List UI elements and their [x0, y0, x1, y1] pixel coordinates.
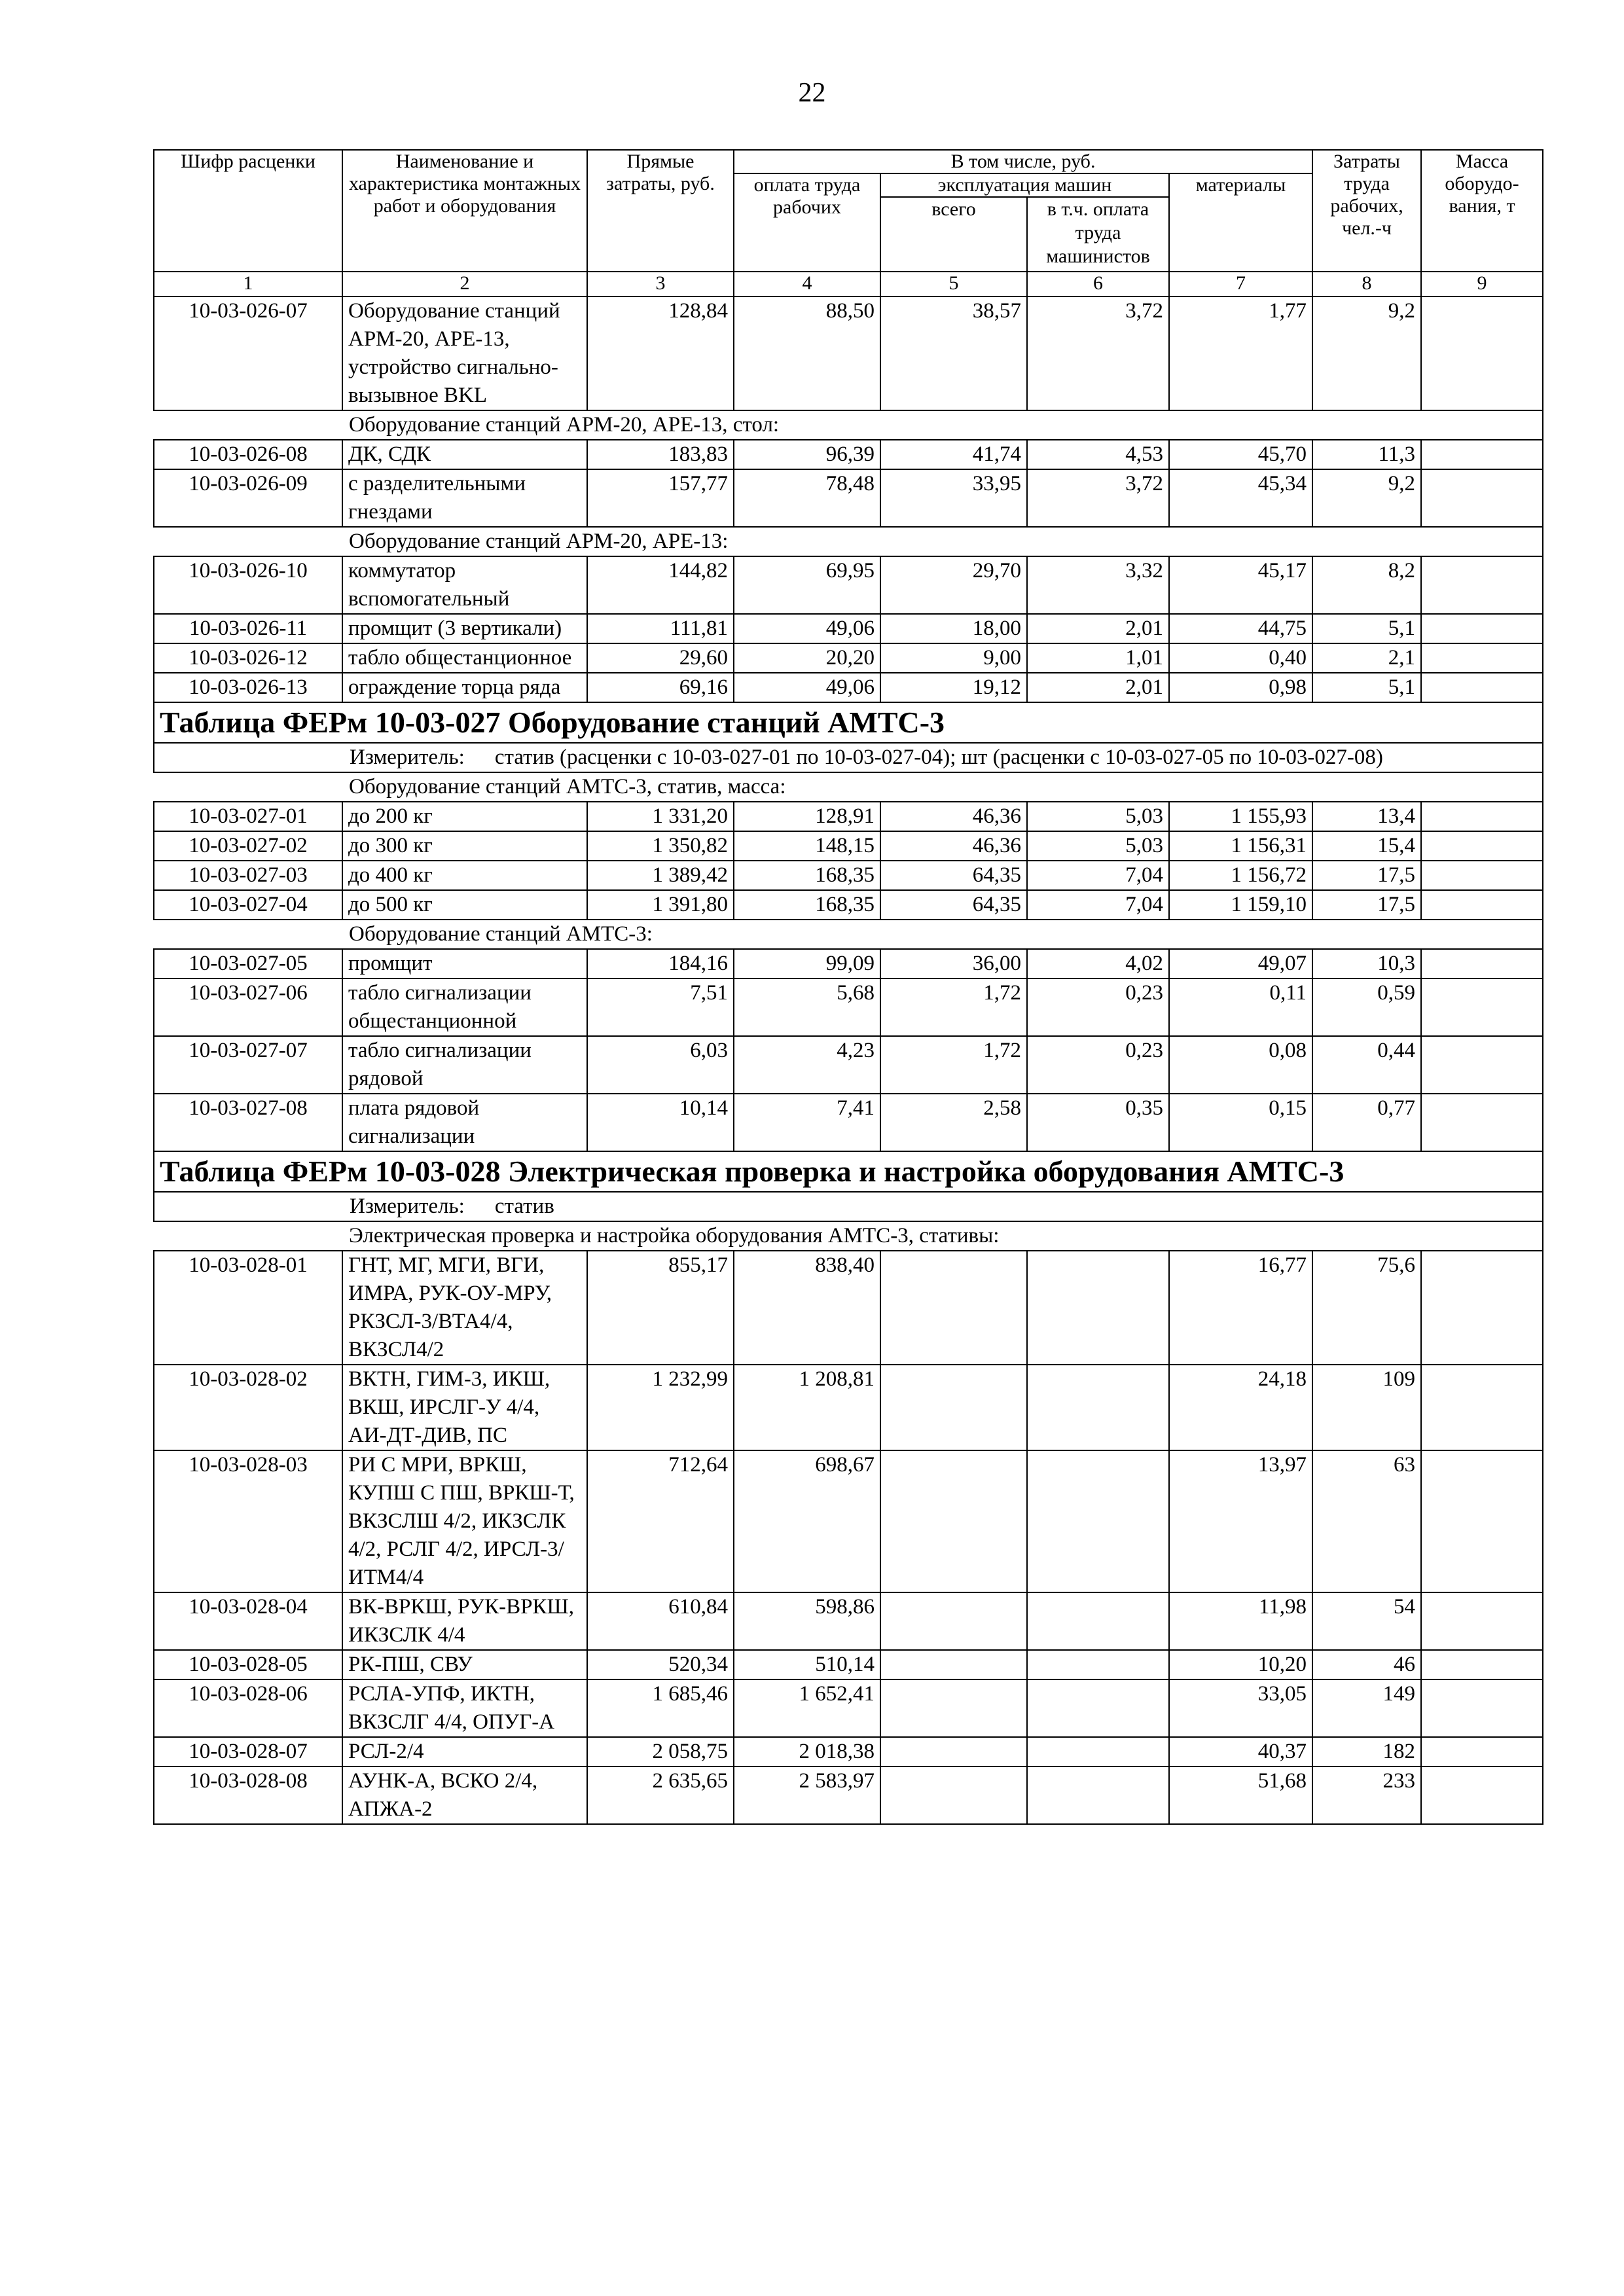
col-number: 8 — [1312, 272, 1421, 296]
rate-value: 1 652,41 — [734, 1679, 880, 1737]
group-row — [154, 410, 1543, 440]
rate-value — [1421, 1650, 1543, 1679]
table-row — [154, 949, 1543, 978]
table-row — [154, 978, 1543, 1036]
rate-value: 157,77 — [587, 469, 734, 527]
rate-value — [1027, 1251, 1169, 1365]
rate-value: 168,35 — [734, 861, 880, 890]
rate-value — [880, 1679, 1027, 1737]
rate-value — [880, 1592, 1027, 1650]
table-title: Оборудование станций АМТС-3 — [507, 706, 945, 739]
rate-value — [1421, 673, 1543, 702]
rate-value: 7,04 — [1027, 890, 1169, 920]
rate-name: РСЛА-УПФ, ИКТН, ВКЗСЛГ 4/4, ОПУГ-А — [342, 1679, 587, 1737]
rate-value — [1027, 1450, 1169, 1592]
measure-label: Измеритель: — [350, 1194, 465, 1218]
rate-value — [1421, 890, 1543, 920]
rate-value: 88,50 — [734, 296, 880, 410]
rate-code: 10-03-027-03 — [154, 861, 342, 890]
rate-code: 10-03-026-11 — [154, 614, 342, 643]
rate-value: 855,17 — [587, 1251, 734, 1365]
table-row — [154, 890, 1543, 920]
rate-value: 2,01 — [1027, 614, 1169, 643]
rate-name: РСЛ-2/4 — [342, 1737, 587, 1767]
rate-name: Оборудование станций АРМ-20, АРЕ-13, устройство сигнально-вызывное BKL — [342, 296, 587, 410]
rate-value: 1 350,82 — [587, 831, 734, 861]
table-title: Электрическая проверка и настройка оборудования АМТС-3 — [507, 1155, 1344, 1188]
header-name: Наименование и характеристика монтажных работ и оборудования — [342, 150, 587, 272]
table-row — [154, 643, 1543, 673]
rate-value: 10,3 — [1312, 949, 1421, 978]
rate-value: 75,6 — [1312, 1251, 1421, 1365]
rate-value — [880, 1650, 1027, 1679]
table-row — [154, 469, 1543, 527]
rate-value: 54 — [1312, 1592, 1421, 1650]
group-row — [154, 527, 1543, 556]
rate-value: 520,34 — [587, 1650, 734, 1679]
rate-code: 10-03-028-01 — [154, 1251, 342, 1365]
rate-value: 51,68 — [1169, 1767, 1312, 1824]
table-row — [154, 1094, 1543, 1151]
rate-value: 0,35 — [1027, 1094, 1169, 1151]
rate-value: 9,2 — [1312, 296, 1421, 410]
rate-value: 19,12 — [880, 673, 1027, 702]
rate-value — [1421, 1592, 1543, 1650]
rate-value — [1027, 1365, 1169, 1450]
rate-value — [1421, 1251, 1543, 1365]
rate-value: 17,5 — [1312, 861, 1421, 890]
header-labor-pay: оплата труда рабочих — [734, 173, 880, 272]
header-machine-total: всего — [880, 197, 1027, 272]
rate-value — [1421, 643, 1543, 673]
rate-value: 24,18 — [1169, 1365, 1312, 1450]
rate-value: 33,95 — [880, 469, 1027, 527]
rate-value: 233 — [1312, 1767, 1421, 1824]
col-number: 9 — [1421, 272, 1543, 296]
rate-value: 0,23 — [1027, 1036, 1169, 1094]
group-title: Оборудование станций АМТС-3, статив, масса: — [154, 772, 1543, 802]
rate-value — [880, 1737, 1027, 1767]
rate-value: 11,98 — [1169, 1592, 1312, 1650]
rate-value: 2 018,38 — [734, 1737, 880, 1767]
rate-value: 69,16 — [587, 673, 734, 702]
rate-name: до 300 кг — [342, 831, 587, 861]
rate-value: 63 — [1312, 1450, 1421, 1592]
rate-value: 5,1 — [1312, 673, 1421, 702]
table-row — [154, 673, 1543, 702]
rate-value — [880, 1251, 1027, 1365]
rate-value — [1421, 440, 1543, 469]
rate-value: 1 208,81 — [734, 1365, 880, 1450]
rate-value: 5,68 — [734, 978, 880, 1036]
rate-value: 13,97 — [1169, 1450, 1312, 1592]
rate-name: плата рядовой сигнализации — [342, 1094, 587, 1151]
rate-name: ВК-ВРКШ, РУК-ВРКШ, ИКЗСЛК 4/4 — [342, 1592, 587, 1650]
rate-name: АУНК-А, ВСКО 2/4, АПЖА-2 — [342, 1767, 587, 1824]
table-row — [154, 296, 1543, 410]
group-title: Электрическая проверка и настройка оборудования АМТС-3, стативы: — [154, 1221, 1543, 1251]
rate-value — [1421, 861, 1543, 890]
rate-name: ДК, СДК — [342, 440, 587, 469]
rate-value: 9,00 — [880, 643, 1027, 673]
header-machinist-pay: в т.ч. оплата труда машинистов — [1027, 197, 1169, 272]
table-row — [154, 614, 1543, 643]
rate-value: 5,1 — [1312, 614, 1421, 643]
rate-value: 184,16 — [587, 949, 734, 978]
table-row — [154, 1036, 1543, 1094]
rate-value: 17,5 — [1312, 890, 1421, 920]
rate-code: 10-03-027-02 — [154, 831, 342, 861]
rate-value: 29,70 — [880, 556, 1027, 614]
rate-code: 10-03-028-06 — [154, 1679, 342, 1737]
rate-value: 598,86 — [734, 1592, 880, 1650]
rate-name: табло общестанционное — [342, 643, 587, 673]
rate-value: 7,51 — [587, 978, 734, 1036]
rate-value: 1 389,42 — [587, 861, 734, 890]
rate-value: 46 — [1312, 1650, 1421, 1679]
rate-value — [1421, 556, 1543, 614]
rate-value: 1 155,93 — [1169, 802, 1312, 831]
rate-value: 1 685,46 — [587, 1679, 734, 1737]
rate-value — [1027, 1650, 1169, 1679]
rate-value: 6,03 — [587, 1036, 734, 1094]
rate-value: 64,35 — [880, 890, 1027, 920]
rate-value — [1421, 1767, 1543, 1824]
rate-value: 5,03 — [1027, 802, 1169, 831]
rate-value — [1421, 1094, 1543, 1151]
rate-code: 10-03-028-07 — [154, 1737, 342, 1767]
rate-value: 148,15 — [734, 831, 880, 861]
header-materials: материалы — [1169, 173, 1312, 272]
rate-value: 1 391,80 — [587, 890, 734, 920]
rate-value: 44,75 — [1169, 614, 1312, 643]
rate-value: 128,91 — [734, 802, 880, 831]
rate-value — [1421, 802, 1543, 831]
rate-name: промщит (3 вертикали) — [342, 614, 587, 643]
rate-value: 11,3 — [1312, 440, 1421, 469]
table-row — [154, 1450, 1543, 1592]
rate-value: 46,36 — [880, 831, 1027, 861]
table-row — [154, 440, 1543, 469]
page-number: 22 — [798, 78, 826, 108]
rate-code: 10-03-027-07 — [154, 1036, 342, 1094]
rate-value: 128,84 — [587, 296, 734, 410]
rate-value — [1421, 296, 1543, 410]
measure-row — [154, 743, 1543, 772]
group-title: Оборудование станций АРМ-20, АРЕ-13, стол: — [154, 410, 1543, 440]
table-code: Таблица ФЕРм 10-03-028 — [160, 1155, 501, 1188]
rate-value — [1421, 978, 1543, 1036]
rate-value: 78,48 — [734, 469, 880, 527]
rate-value: 838,40 — [734, 1251, 880, 1365]
rate-value — [1421, 1737, 1543, 1767]
rate-value: 8,2 — [1312, 556, 1421, 614]
rate-value: 36,00 — [880, 949, 1027, 978]
rate-value: 29,60 — [587, 643, 734, 673]
rate-value: 7,41 — [734, 1094, 880, 1151]
rate-value: 46,36 — [880, 802, 1027, 831]
rate-value: 712,64 — [587, 1450, 734, 1592]
header-labor-cost: Затраты труда рабочих, чел.-ч — [1312, 150, 1421, 272]
rate-value: 1,72 — [880, 978, 1027, 1036]
col-number: 1 — [154, 272, 342, 296]
rate-value — [880, 1450, 1027, 1592]
rate-name: ГНТ, МГ, МГИ, ВГИ, ИМРА, РУК-ОУ-МРУ, РКЗСЛ-3/ВТА4/4, ВКЗСЛ4/2 — [342, 1251, 587, 1365]
rate-name: табло сигнализации рядовой — [342, 1036, 587, 1094]
rate-name: коммутатор вспомогательный — [342, 556, 587, 614]
rate-name: до 400 кг — [342, 861, 587, 890]
rate-value: 0,08 — [1169, 1036, 1312, 1094]
rate-value — [1027, 1767, 1169, 1824]
col-number: 2 — [342, 272, 587, 296]
rate-value: 182 — [1312, 1737, 1421, 1767]
rate-value: 7,04 — [1027, 861, 1169, 890]
rate-value: 1 232,99 — [587, 1365, 734, 1450]
rate-value: 144,82 — [587, 556, 734, 614]
rate-value: 1,72 — [880, 1036, 1027, 1094]
rate-value — [1421, 1450, 1543, 1592]
rate-value: 20,20 — [734, 643, 880, 673]
rate-code: 10-03-026-10 — [154, 556, 342, 614]
rate-value: 610,84 — [587, 1592, 734, 1650]
rate-value — [1027, 1679, 1169, 1737]
rate-value: 0,98 — [1169, 673, 1312, 702]
rate-value: 49,06 — [734, 673, 880, 702]
rate-value: 4,53 — [1027, 440, 1169, 469]
rate-value — [1421, 614, 1543, 643]
rate-value: 510,14 — [734, 1650, 880, 1679]
table-row — [154, 1365, 1543, 1450]
rate-value: 64,35 — [880, 861, 1027, 890]
rate-value: 1 156,31 — [1169, 831, 1312, 861]
group-row — [154, 920, 1543, 949]
rate-value — [1421, 1679, 1543, 1737]
rate-value: 1 331,20 — [587, 802, 734, 831]
table-title-row — [154, 702, 1543, 743]
rate-value: 45,17 — [1169, 556, 1312, 614]
table-row — [154, 1767, 1543, 1824]
table-row — [154, 1679, 1543, 1737]
rate-value: 0,15 — [1169, 1094, 1312, 1151]
rate-value: 109 — [1312, 1365, 1421, 1450]
rate-name: до 500 кг — [342, 890, 587, 920]
rate-name: ограждение торца ряда — [342, 673, 587, 702]
rate-value: 0,59 — [1312, 978, 1421, 1036]
header-including: В том числе, руб. — [734, 150, 1312, 173]
table-row — [154, 861, 1543, 890]
rate-value: 99,09 — [734, 949, 880, 978]
rate-value: 183,83 — [587, 440, 734, 469]
rate-name: РИ С МРИ, ВРКШ, КУПШ С ПШ, ВРКШ-Т, ВКЗСЛШ 4/2, ИКЗСЛК 4/2, РСЛГ 4/2, ИРСЛ-3/ИТМ4/4 — [342, 1450, 587, 1592]
rate-value: 38,57 — [880, 296, 1027, 410]
col-number: 7 — [1169, 272, 1312, 296]
rate-value: 698,67 — [734, 1450, 880, 1592]
rate-code: 10-03-027-01 — [154, 802, 342, 831]
rate-value: 13,4 — [1312, 802, 1421, 831]
rate-code: 10-03-026-07 — [154, 296, 342, 410]
group-row — [154, 1221, 1543, 1251]
rate-code: 10-03-026-08 — [154, 440, 342, 469]
rate-value: 3,32 — [1027, 556, 1169, 614]
rate-value: 2 635,65 — [587, 1767, 734, 1824]
rate-value: 2,58 — [880, 1094, 1027, 1151]
rate-value — [880, 1767, 1027, 1824]
rate-code: 10-03-028-04 — [154, 1592, 342, 1650]
rate-name: до 200 кг — [342, 802, 587, 831]
table-row — [154, 802, 1543, 831]
rate-value: 3,72 — [1027, 469, 1169, 527]
table-row — [154, 1251, 1543, 1365]
rate-value: 1 159,10 — [1169, 890, 1312, 920]
header-mass: Масса оборудо-вания, т — [1421, 150, 1543, 272]
header-direct: Прямые затраты, руб. — [587, 150, 734, 272]
measure-value: статив (расценки с 10-03-027-01 по 10-03-027-04); шт (расценки с 10-03-027-05 по 10-03-027-08) — [494, 745, 1383, 769]
rate-value: 41,74 — [880, 440, 1027, 469]
rate-value: 0,40 — [1169, 643, 1312, 673]
rate-value: 10,14 — [587, 1094, 734, 1151]
table-row — [154, 1592, 1543, 1650]
rate-value: 40,37 — [1169, 1737, 1312, 1767]
col-number: 6 — [1027, 272, 1169, 296]
rate-code: 10-03-028-08 — [154, 1767, 342, 1824]
rate-value: 4,23 — [734, 1036, 880, 1094]
rate-value: 149 — [1312, 1679, 1421, 1737]
measure-row — [154, 1192, 1543, 1221]
rate-value: 2 583,97 — [734, 1767, 880, 1824]
header-machine-ops: эксплуатация машин — [880, 173, 1169, 197]
rate-value: 49,07 — [1169, 949, 1312, 978]
measure-label: Измеритель: — [350, 745, 465, 769]
table-row — [154, 831, 1543, 861]
rate-value: 33,05 — [1169, 1679, 1312, 1737]
rate-name: ВКТН, ГИМ-3, ИКШ, ВКШ, ИРСЛГ-У 4/4, АИ-ДТ-ДИВ, ПС — [342, 1365, 587, 1450]
rate-value — [1421, 831, 1543, 861]
rate-value: 49,06 — [734, 614, 880, 643]
col-number: 3 — [587, 272, 734, 296]
rate-value — [1421, 949, 1543, 978]
rate-code: 10-03-028-02 — [154, 1365, 342, 1450]
rate-value: 45,34 — [1169, 469, 1312, 527]
rate-value: 10,20 — [1169, 1650, 1312, 1679]
rate-value: 3,72 — [1027, 296, 1169, 410]
rate-code: 10-03-027-06 — [154, 978, 342, 1036]
group-row — [154, 772, 1543, 802]
rate-value: 0,44 — [1312, 1036, 1421, 1094]
rate-value: 18,00 — [880, 614, 1027, 643]
rate-name: с разделительными гнездами — [342, 469, 587, 527]
rate-value: 1 156,72 — [1169, 861, 1312, 890]
rate-value — [1421, 469, 1543, 527]
rate-value: 2 058,75 — [587, 1737, 734, 1767]
rate-value — [1027, 1737, 1169, 1767]
col-number: 5 — [880, 272, 1027, 296]
rate-code: 10-03-028-05 — [154, 1650, 342, 1679]
rate-value: 0,11 — [1169, 978, 1312, 1036]
rate-value — [1421, 1365, 1543, 1450]
rate-value: 9,2 — [1312, 469, 1421, 527]
rate-value: 168,35 — [734, 890, 880, 920]
rate-value: 1,77 — [1169, 296, 1312, 410]
rate-code: 10-03-027-08 — [154, 1094, 342, 1151]
rate-value: 16,77 — [1169, 1251, 1312, 1365]
rate-code: 10-03-027-04 — [154, 890, 342, 920]
rate-value: 96,39 — [734, 440, 880, 469]
group-title: Оборудование станций АМТС-3: — [154, 920, 1543, 949]
rate-code: 10-03-026-12 — [154, 643, 342, 673]
rate-value: 15,4 — [1312, 831, 1421, 861]
rate-code: 10-03-026-13 — [154, 673, 342, 702]
rate-value: 0,23 — [1027, 978, 1169, 1036]
table-title-row — [154, 1151, 1543, 1192]
rate-value: 5,03 — [1027, 831, 1169, 861]
rate-value: 4,02 — [1027, 949, 1169, 978]
rate-value — [1421, 1036, 1543, 1094]
rate-value: 2,01 — [1027, 673, 1169, 702]
rate-value: 45,70 — [1169, 440, 1312, 469]
rate-value — [1027, 1592, 1169, 1650]
rate-name: РК-ПШ, СВУ — [342, 1650, 587, 1679]
rate-value: 69,95 — [734, 556, 880, 614]
col-number: 4 — [734, 272, 880, 296]
rate-name: промщит — [342, 949, 587, 978]
table-code: Таблица ФЕРм 10-03-027 — [160, 706, 501, 739]
group-title: Оборудование станций АРМ-20, АРЕ-13: — [154, 527, 1543, 556]
rates-table — [153, 149, 1543, 1825]
table-row — [154, 1737, 1543, 1767]
rate-value: 111,81 — [587, 614, 734, 643]
rate-value: 1,01 — [1027, 643, 1169, 673]
table-row — [154, 1650, 1543, 1679]
rate-code: 10-03-028-03 — [154, 1450, 342, 1592]
header-code: Шифр расценки — [154, 150, 342, 272]
rate-value: 2,1 — [1312, 643, 1421, 673]
measure-value: статив — [494, 1194, 554, 1218]
rate-value: 0,77 — [1312, 1094, 1421, 1151]
rate-name: табло сигнализации общестанционной — [342, 978, 587, 1036]
table-row — [154, 556, 1543, 614]
rate-code: 10-03-026-09 — [154, 469, 342, 527]
rate-value — [880, 1365, 1027, 1450]
rate-code: 10-03-027-05 — [154, 949, 342, 978]
